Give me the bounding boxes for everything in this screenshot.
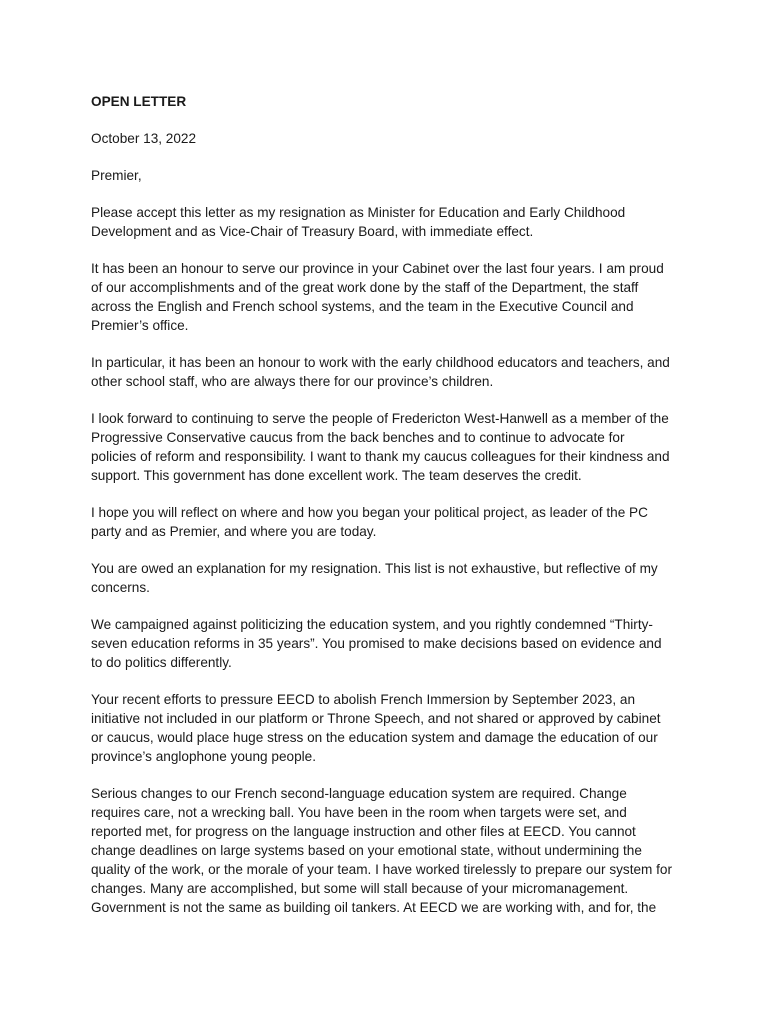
letter-body — [91, 92, 673, 935]
paragraph-explanation: You are owed an explanation for my resignation. This list is not exhaustive, but reflective of my concerns. — [91, 561, 658, 595]
paragraph-french-immersion: Your recent efforts to pressure EECD to abolish French Immersion by September 2023, an initiative not included in our platform or Throne Speech, and not shared or approved by cabinet or caucus, would place huge stress on the education system and damage the education of our province’s anglophone young people. — [91, 692, 661, 764]
paragraph-resignation: Please accept this letter as my resignation as Minister for Education and Early Childhood Development and as Vice-Chair of Treasury Board, with immediate effect. — [91, 205, 626, 239]
paragraph-campaign: We campaigned against politicizing the education system, and you rightly condemned “Thirty-seven education reforms in 35 years”. You promised to make decisions based on evidence and to do politics differently. — [91, 617, 662, 670]
letter-date: October 13, 2022 — [91, 131, 197, 146]
paragraph-reflect: I hope you will reflect on where and how you began your political project, as leader of the PC party and as Premier, and where you are today. — [91, 505, 648, 539]
paragraph-continue-serving: I look forward to continuing to serve the people of Fredericton West-Hanwell as a member of the Progressive Conservative caucus from the back benches and to continue to advocate for policies of reform and responsibility. I want to thank my caucus colleagues for their kindness and support. This government has done excellent work. The team deserves the credit. — [91, 411, 670, 483]
paragraph-educators: In particular, it has been an honour to work with the early childhood educators and teachers, and other school staff, who are always there for our province’s children. — [91, 355, 670, 389]
letter-heading: OPEN LETTER — [91, 94, 187, 109]
letter-salutation: Premier, — [91, 168, 142, 183]
paragraph-honour-cabinet: It has been an honour to serve our province in your Cabinet over the last four years. I am proud of our accomplishments and of the great work done by the staff of the Department, the staff across the English and French school systems, and the team in the Executive Council and Premier’s office. — [91, 261, 664, 333]
paragraph-changes-required: Serious changes to our French second-language education system are required. Change requires care, not a wrecking ball. You have been in the room when targets were set, and reported met, for progress on the language instruction and other files at EECD. You cannot change deadlines on large systems based on your emotional state, without undermining the quality of the work, or the morale of your team. I have worked tirelessly to prepare our system for changes. Many are accomplished, but some will stall because of your micromanagement. Government is not the same as building oil tankers. At EECD we are working with, and for, the — [91, 786, 673, 915]
